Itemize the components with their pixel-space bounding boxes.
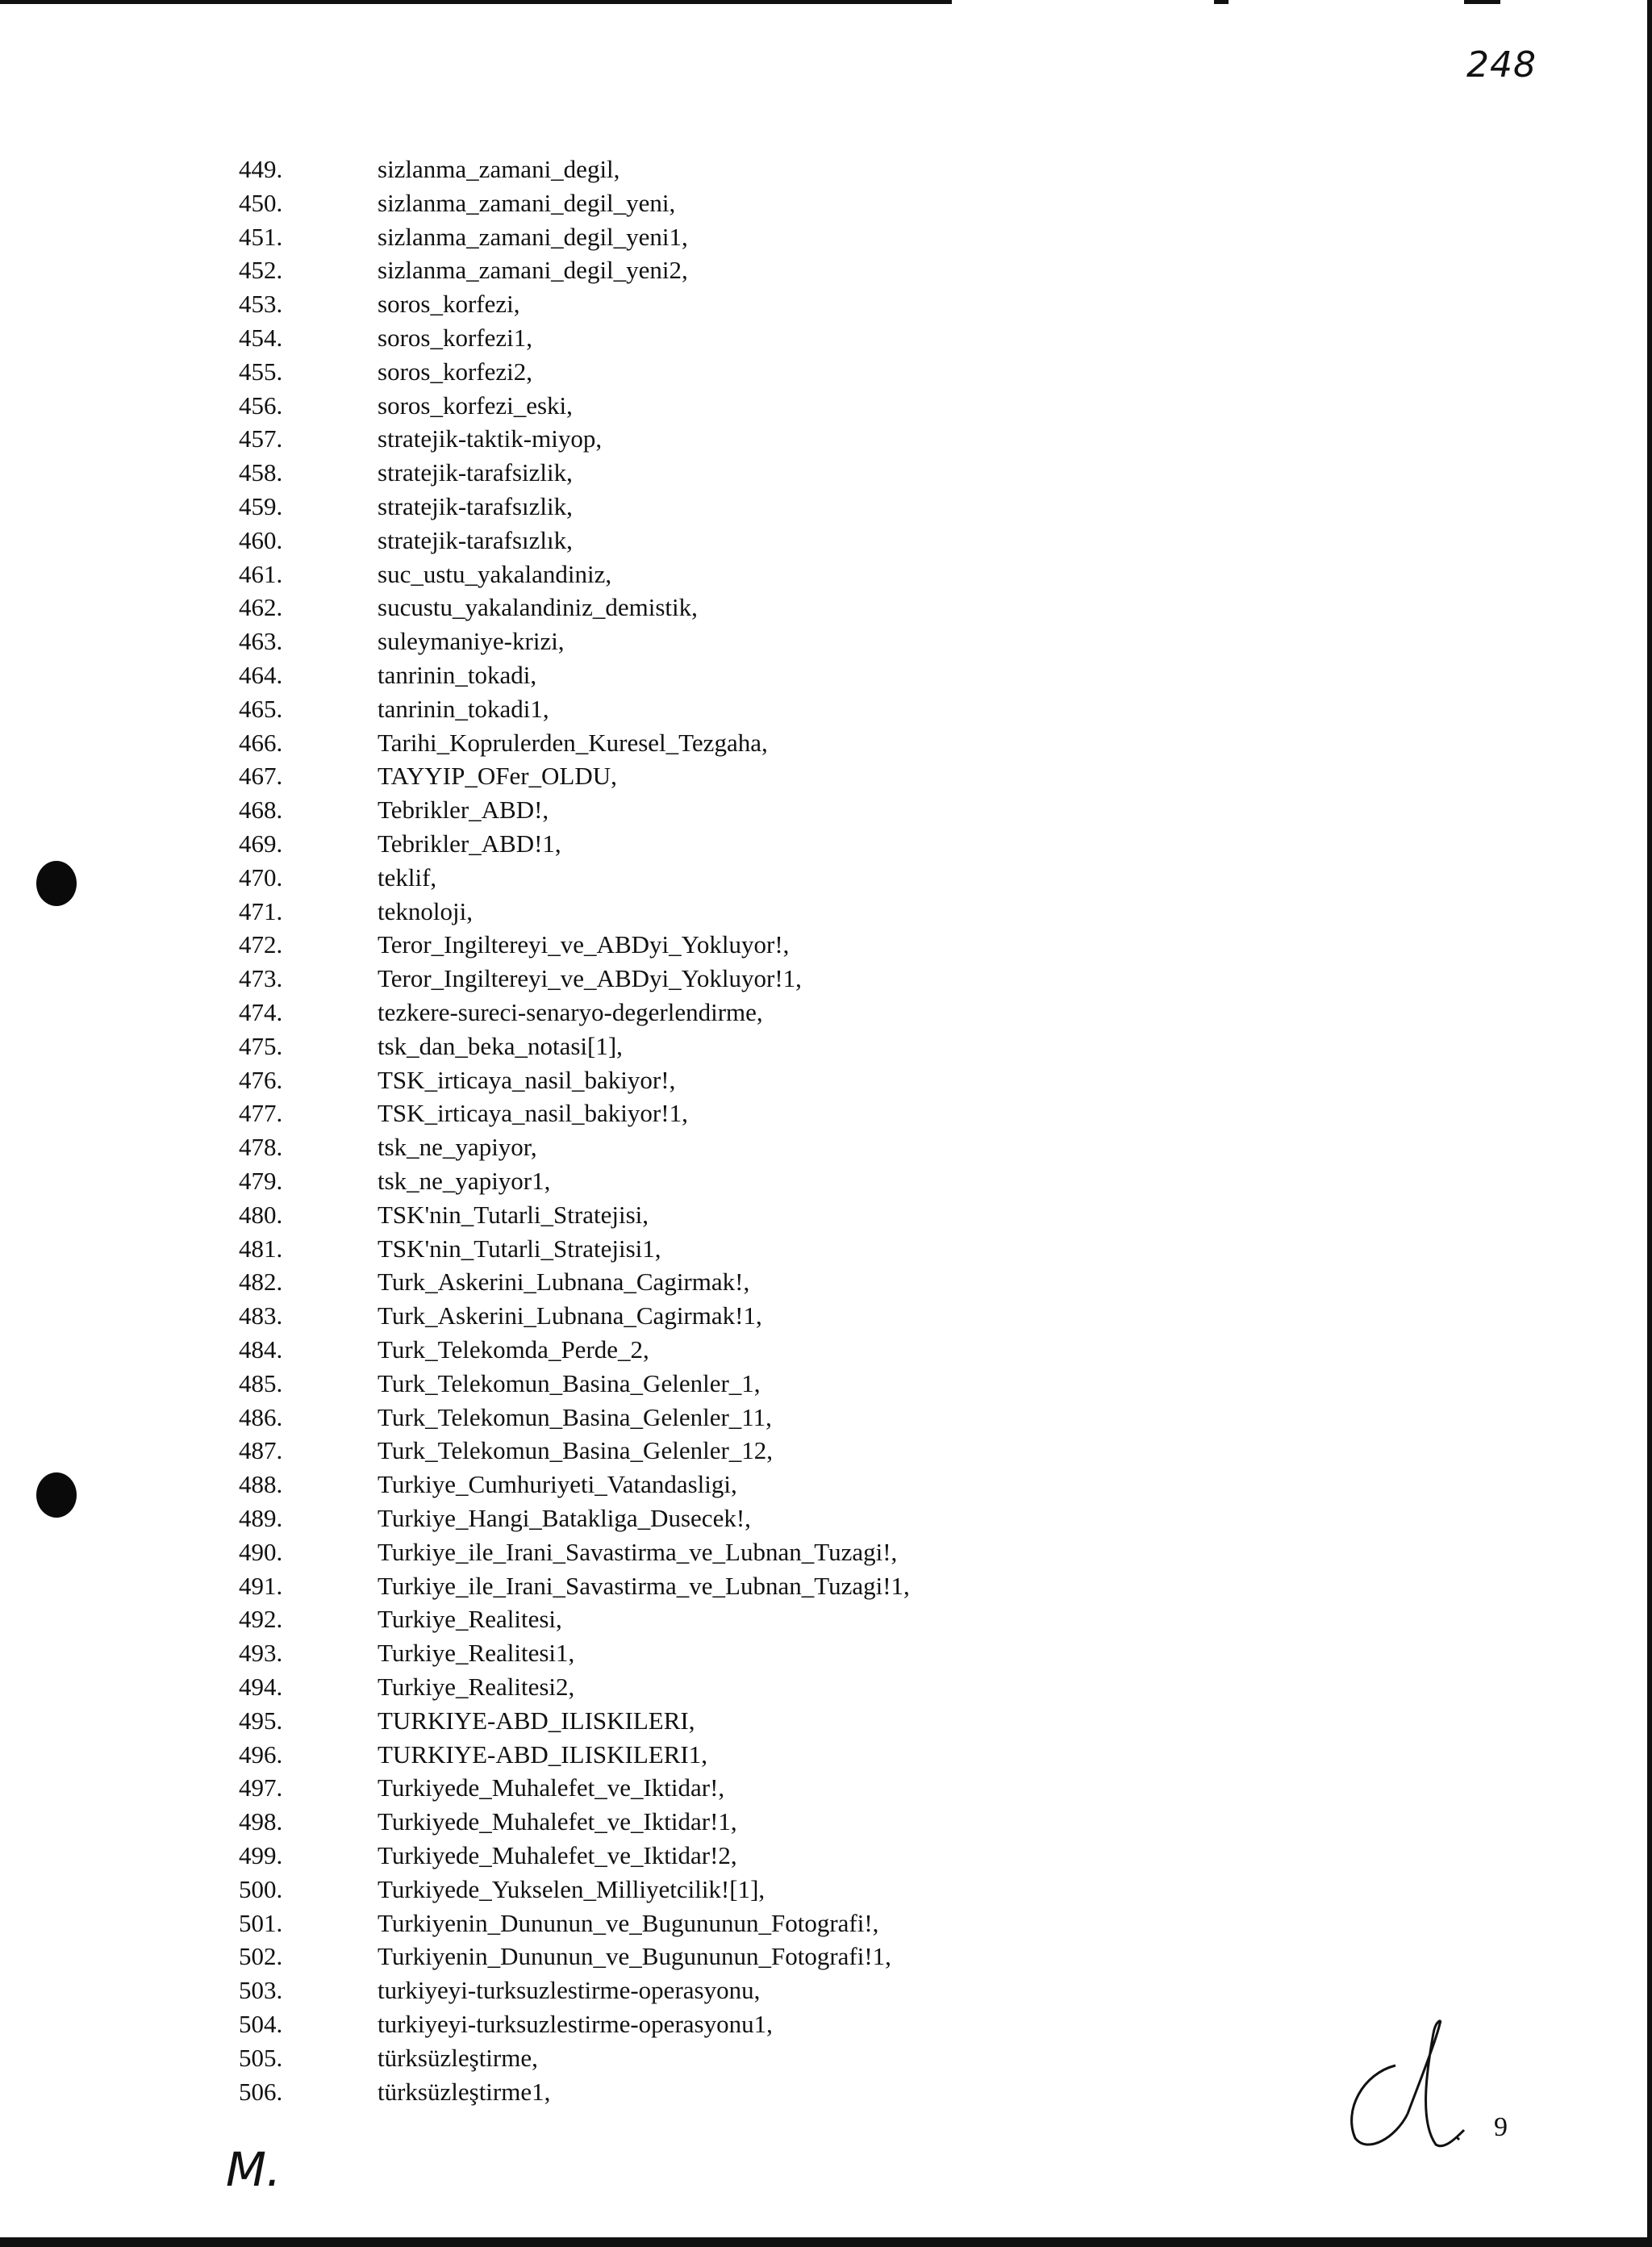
item-number: 495. [239,1706,283,1735]
list-item [0,1266,1129,1298]
item-filename: Turk_Askerini_Lubnana_Cagirmak!, [378,1268,750,1297]
handwritten-initials: M. [226,2142,282,2197]
list-item [0,591,1129,624]
item-filename: tanrinin_tokadi, [378,661,537,689]
item-filename: TURKIYE-ABD_ILISKILERI, [378,1706,695,1735]
item-filename: suleymaniye-krizi, [378,627,565,656]
item-filename: türksüzleştirme1, [378,2077,551,2106]
list-item [0,727,1129,759]
item-number: 453. [239,290,283,319]
item-number: 499. [239,1841,283,1869]
item-filename: tsk_ne_yapiyor, [378,1133,537,1162]
list-item [0,1705,1129,1737]
list-item [0,1603,1129,1635]
item-number: 501. [239,1908,283,1937]
scan-top-border [0,0,952,4]
item-filename: Turk_Telekomun_Basina_Gelenler_1, [378,1368,761,1397]
list-item [0,963,1129,995]
item-filename: turkiyeyi-turksuzlestirme-operasyonu1, [378,2010,773,2038]
list-item [0,929,1129,961]
item-number: 502. [239,1942,283,1971]
list-item [0,1334,1129,1366]
list-item [0,1064,1129,1096]
list-item [0,1030,1129,1063]
list-item [0,356,1129,388]
item-number: 481. [239,1234,283,1263]
list-item [0,254,1129,286]
item-filename: TSK_irticaya_nasil_bakiyor!, [378,1065,676,1094]
item-filename: Turkiye_ile_Irani_Savastirma_ve_Lubnan_Tuzagi!, [378,1537,898,1566]
list-item [0,1806,1129,1838]
item-filename: TAYYIP_OFer_OLDU, [378,762,617,791]
list-item [0,1772,1129,1804]
list-item [0,760,1129,792]
item-filename: Turkiyede_Muhalefet_ve_Iktidar!2, [378,1841,737,1869]
item-number: 491. [239,1571,283,1600]
item-filename: stratejik-tarafsızlik, [378,492,573,520]
item-number: 500. [239,1874,283,1903]
scan-top-mark [1464,0,1500,4]
item-filename: tezkere-sureci-senaryo-degerlendirme, [378,998,763,1026]
item-filename: tsk_dan_beka_notasi[1], [378,1031,623,1060]
item-filename: sizlanma_zamani_degil_yeni1, [378,222,688,251]
list-item [0,1671,1129,1703]
item-filename: sizlanma_zamani_degil_yeni, [378,188,676,217]
item-filename: Turkiye_Cumhuriyeti_Vatandasligi, [378,1470,737,1499]
item-filename: teknoloji, [378,896,473,925]
list-item [0,1368,1129,1400]
item-filename: Tebrikler_ABD!, [378,796,549,825]
list-item [0,1873,1129,1906]
item-filename: sizlanma_zamani_degil, [378,155,620,183]
item-number: 450. [239,188,283,217]
list-item [0,625,1129,658]
list-item [0,1739,1129,1771]
item-number: 492. [239,1605,283,1634]
list-item [0,1401,1129,1434]
list-item [0,896,1129,928]
item-number: 498. [239,1807,283,1836]
item-number: 487. [239,1436,283,1465]
list-item [0,1097,1129,1130]
item-filename: tsk_ne_yapiyor1, [378,1167,551,1195]
item-filename: soros_korfezi1, [378,324,532,352]
list-item [0,288,1129,320]
signature-digit: 9 [1494,2112,1508,2142]
item-number: 462. [239,593,283,622]
item-filename: soros_korfezi, [378,290,520,319]
item-filename: sizlanma_zamani_degil_yeni2, [378,256,688,285]
item-number: 506. [239,2077,283,2106]
list-item [0,1468,1129,1501]
item-filename: Turkiyenin_Dununun_ve_Bugununun_Fotografi!, [378,1908,879,1937]
item-number: 497. [239,1773,283,1802]
item-number: 464. [239,661,283,689]
item-filename: Turk_Askerini_Lubnana_Cagirmak!1, [378,1301,762,1330]
list-item [0,1907,1129,1940]
list-item [0,153,1129,186]
item-filename: Turkiyede_Muhalefet_ve_Iktidar!1, [378,1807,737,1836]
item-number: 449. [239,155,283,183]
list-item [0,524,1129,557]
item-filename: TSK'nin_Tutarli_Stratejisi, [378,1200,649,1229]
item-number: 494. [239,1673,283,1701]
item-number: 455. [239,357,283,386]
item-filename: Turk_Telekomun_Basina_Gelenler_12, [378,1436,774,1465]
list-item [0,1974,1129,2007]
item-filename: Teror_Ingiltereyi_ve_ABDyi_Yokluyor!1, [378,964,802,993]
list-item [0,2008,1129,2040]
list-item [0,1131,1129,1163]
item-number: 489. [239,1504,283,1532]
item-number: 458. [239,458,283,487]
item-filename: Turkiyede_Yukselen_Milliyetcilik![1], [378,1874,766,1903]
item-number: 504. [239,2010,283,2038]
item-filename: soros_korfezi_eski, [378,391,573,420]
list-item [0,322,1129,354]
item-number: 490. [239,1537,283,1566]
list-item [0,1570,1129,1602]
item-filename: tanrinin_tokadi1, [378,694,549,723]
item-number: 480. [239,1200,283,1229]
item-filename: Turkiye_ile_Irani_Savastirma_ve_Lubnan_Tuzagi!1, [378,1571,910,1600]
item-number: 479. [239,1167,283,1195]
item-number: 465. [239,694,283,723]
item-number: 496. [239,1740,283,1769]
item-number: 452. [239,256,283,285]
item-number: 474. [239,998,283,1026]
item-number: 451. [239,222,283,251]
item-number: 469. [239,829,283,858]
item-number: 471. [239,896,283,925]
item-number: 476. [239,1065,283,1094]
scan-top-mark [1214,0,1229,4]
item-filename: stratejik-tarafsizlik, [378,458,573,487]
list-item [0,187,1129,219]
item-number: 466. [239,728,283,757]
list-item [0,1536,1129,1568]
item-number: 488. [239,1470,283,1499]
list-item [0,862,1129,894]
list-item [0,1840,1129,1872]
item-number: 505. [239,2043,283,2072]
item-filename: TSK_irticaya_nasil_bakiyor!1, [378,1099,688,1128]
item-filename: Turkiyede_Muhalefet_ve_Iktidar!, [378,1773,725,1802]
list-item [0,794,1129,826]
list-item [0,1637,1129,1669]
item-filename: Turk_Telekomda_Perde_2, [378,1335,649,1364]
list-item [0,828,1129,860]
item-number: 454. [239,324,283,352]
item-filename: turkiyeyi-turksuzlestirme-operasyonu, [378,1976,761,2005]
item-filename: stratejik-tarafsızlık, [378,525,573,554]
item-filename: teklif, [378,862,437,892]
item-number: 485. [239,1368,283,1397]
item-number: 461. [239,559,283,588]
item-filename: Tarihi_Koprulerden_Kuresel_Tezgaha, [378,728,768,757]
item-number: 483. [239,1301,283,1330]
item-number: 467. [239,762,283,791]
item-number: 470. [239,862,283,892]
list-item [0,2042,1129,2074]
list-item [0,2076,1129,2108]
item-number: 478. [239,1133,283,1162]
list-item [0,996,1129,1029]
list-item [0,1165,1129,1197]
item-filename: Turkiye_Hangi_Batakliga_Dusecek!, [378,1504,751,1532]
list-item [0,390,1129,422]
list-item [0,1502,1129,1535]
item-filename: Turk_Telekomun_Basina_Gelenler_11, [378,1402,772,1431]
item-number: 482. [239,1268,283,1297]
list-item [0,558,1129,591]
item-filename: Turkiye_Realitesi1, [378,1639,575,1668]
list-item [0,1435,1129,1467]
item-filename: stratejik-taktik-miyop, [378,424,603,453]
item-number: 484. [239,1335,283,1364]
item-number: 503. [239,1976,283,2005]
list-item [0,221,1129,253]
item-filename: soros_korfezi2, [378,357,532,386]
list-item [0,423,1129,455]
item-number: 475. [239,1031,283,1060]
list-item [0,1199,1129,1231]
list-item [0,457,1129,489]
item-number: 473. [239,964,283,993]
scan-bottom-border [0,2237,1652,2247]
item-filename: TSK'nin_Tutarli_Stratejisi1, [378,1234,661,1263]
page-number: 248 [1466,44,1537,86]
item-filename: TURKIYE-ABD_ILISKILERI1, [378,1740,707,1769]
list-item [0,659,1129,691]
item-filename: Turkiye_Realitesi2, [378,1673,575,1701]
item-number: 456. [239,391,283,420]
handwritten-signature [1339,2017,1468,2154]
item-filename: Turkiyenin_Dununun_ve_Bugununun_Fotografi!1, [378,1942,891,1971]
scan-right-border [1647,0,1652,2247]
item-filename: suc_ustu_yakalandiniz, [378,559,612,588]
list-item [0,491,1129,523]
item-filename: türksüzleştirme, [378,2043,538,2072]
item-filename: Teror_Ingiltereyi_ve_ABDyi_Yokluyor!, [378,930,790,959]
item-filename: Tebrikler_ABD!1, [378,829,561,858]
item-number: 457. [239,424,283,453]
item-number: 468. [239,796,283,825]
list-item [0,1233,1129,1265]
item-number: 477. [239,1099,283,1128]
item-filename: sucustu_yakalandiniz_demistik, [378,593,698,622]
list-item [0,693,1129,725]
list-item [0,1940,1129,1973]
item-number: 493. [239,1639,283,1668]
item-number: 459. [239,492,283,520]
item-number: 463. [239,627,283,656]
list-item [0,1300,1129,1332]
item-filename: Turkiye_Realitesi, [378,1605,562,1634]
item-number: 460. [239,525,283,554]
item-number: 472. [239,930,283,959]
item-number: 486. [239,1402,283,1431]
